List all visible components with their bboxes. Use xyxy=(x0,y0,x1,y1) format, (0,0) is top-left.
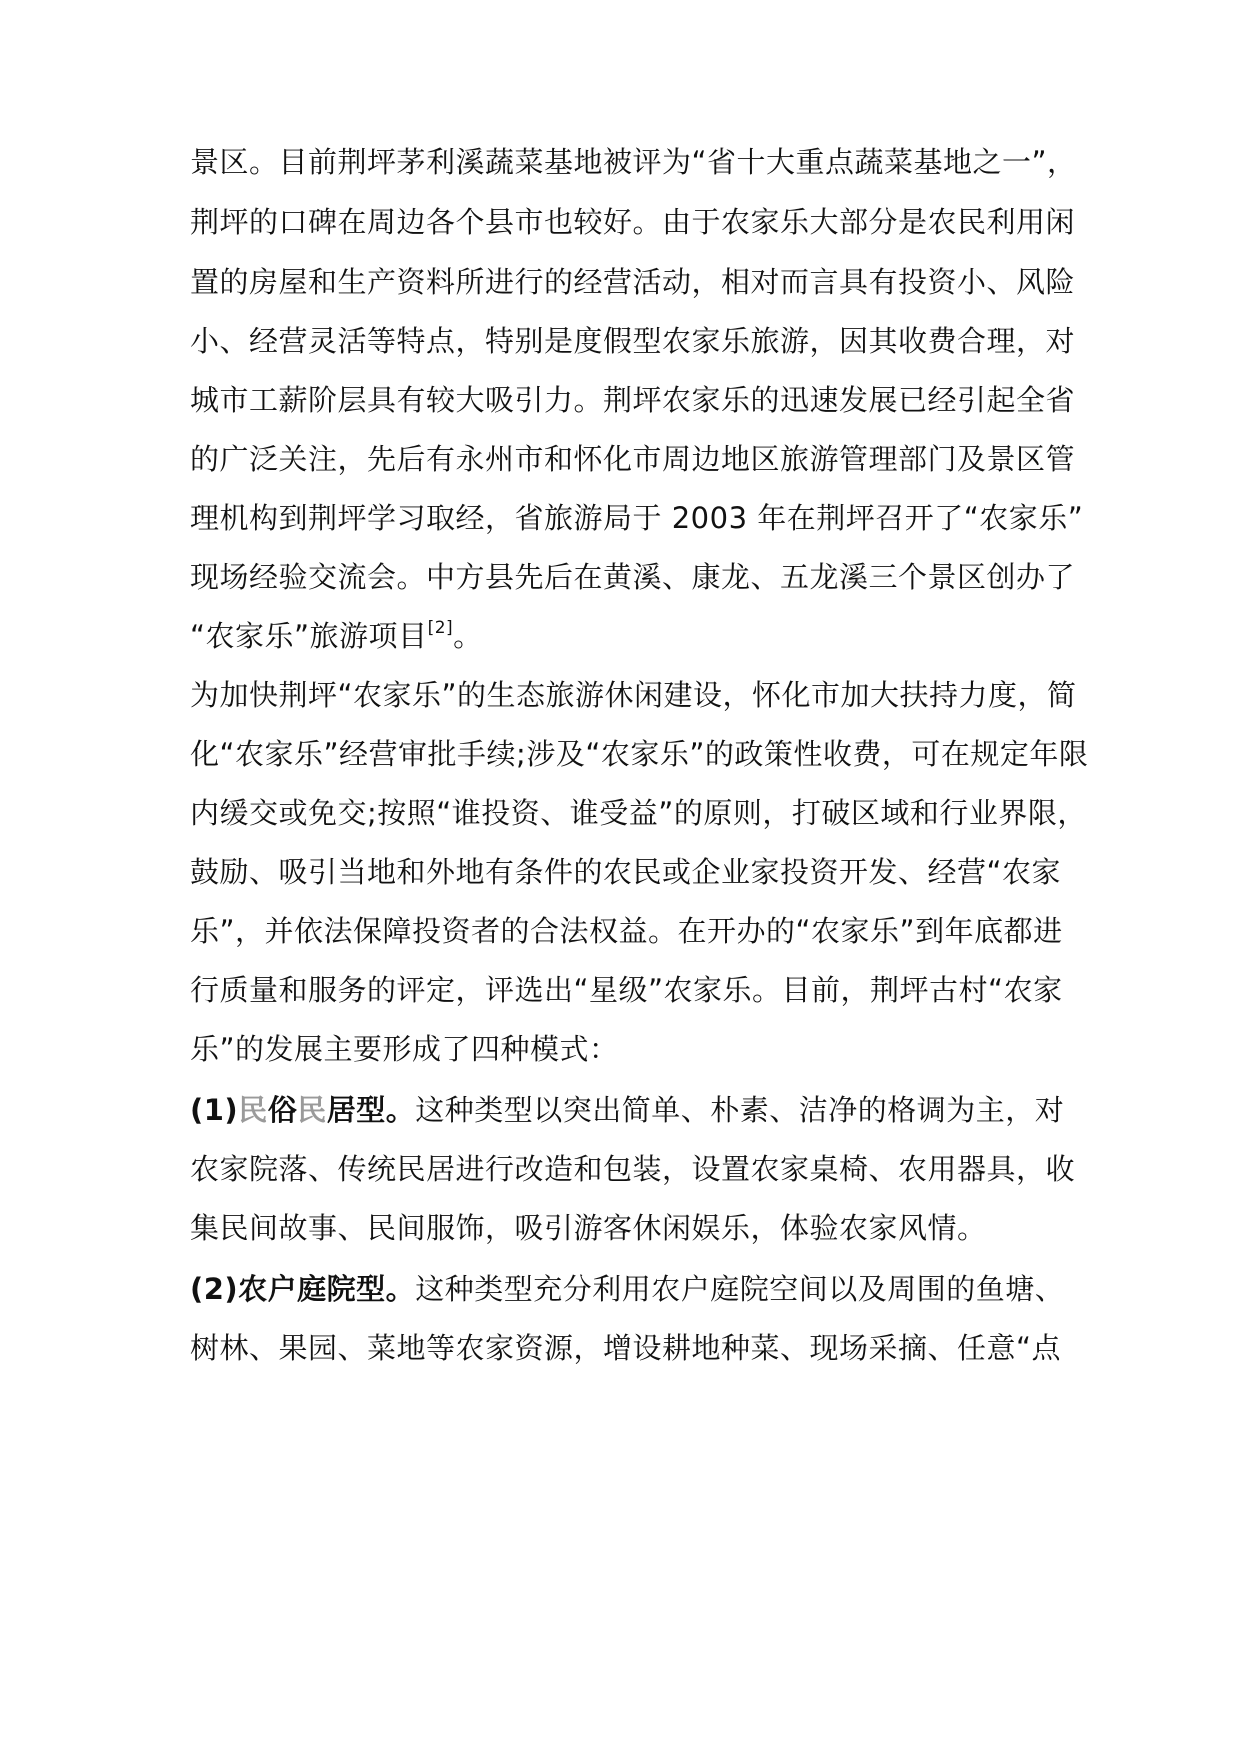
text-line: 内缓交或免交;按照“谁投资、谁受益”的原则，打破区域和行业界限， xyxy=(190,796,1087,830)
text-line: 树林、果园、菜地等农家资源，增设耕地种菜、现场采摘、任意“点 xyxy=(190,1331,1062,1365)
text-line: 景区。目前荆坪茅利溪蔬菜基地被评为“省十大重点蔬菜基地之一”， xyxy=(190,145,1077,179)
text-line: 行质量和服务的评定，评选出“星级”农家乐。目前，荆坪古村“农家 xyxy=(190,973,1063,1007)
text-line-content: 这种类型以突出简单、朴素、洁净的格调为主，对 xyxy=(415,1093,1065,1127)
text-line: 乐”的发展主要形成了四种模式： xyxy=(190,1032,619,1066)
text-line xyxy=(190,606,1070,666)
citation-reference: [2] xyxy=(427,618,454,639)
section-heading-2: (2)农户庭院型。 xyxy=(190,1272,416,1306)
text-line: 为加快荆坪“农家乐”的生态旅游休闲建设，怀化市加大扶持力度，简 xyxy=(190,678,1077,712)
heading-number: (1) xyxy=(190,1093,239,1127)
text-line: 荆坪的口碑在周边各个县市也较好。由于农家乐大部分是农民利用闲 xyxy=(190,205,1076,239)
text-line: 鼓励、吸引当地和外地有条件的农民或企业家投资开发、经营“农家 xyxy=(190,855,1062,889)
heading-char: 民 xyxy=(238,1093,268,1127)
text-line: 化“农家乐”经营审批手续;涉及“农家乐”的政策性收费，可在规定年限 xyxy=(190,737,1089,771)
text-line: 理机构到荆坪学习取经，省旅游局于 2003 年在荆坪召开了“农家乐” xyxy=(190,501,1084,535)
text-line-content: 这种类型充分利用农户庭院空间以及周围的鱼塘、 xyxy=(415,1272,1065,1306)
heading-char: 俗 xyxy=(267,1093,298,1127)
text-line xyxy=(190,1080,1070,1140)
text-line-end: 。 xyxy=(453,619,483,653)
text-line: 置的房屋和生产资料所进行的经营活动，相对而言具有投资小、风险 xyxy=(190,265,1076,299)
text-line: 现场经验交流会。中方县先后在黄溪、康龙、五龙溪三个景区创办了 xyxy=(190,560,1076,594)
text-line: 集民间故事、民间服饰，吸引游客休闲娱乐，体验农家风情。 xyxy=(190,1211,987,1245)
text-line-content: “农家乐”旅游项目 xyxy=(190,619,428,653)
text-line: 乐”，并依法保障投资者的合法权益。在开办的“农家乐”到年底都进 xyxy=(190,914,1063,948)
text-line: 城市工薪阶层具有较大吸引力。荆坪农家乐的迅速发展已经引起全省 xyxy=(190,383,1076,417)
text-line: 的广泛关注，先后有永州市和怀化市周边地区旅游管理部门及景区管 xyxy=(190,442,1076,476)
section-heading-1 xyxy=(190,1093,415,1127)
text-line xyxy=(190,1259,1070,1319)
text-line: 小、经营灵活等特点，特别是度假型农家乐旅游，因其收费合理，对 xyxy=(190,324,1076,358)
heading-char: 居型。 xyxy=(326,1093,416,1127)
text-line: 农家院落、传统民居进行改造和包装，设置农家桌椅、农用器具，收 xyxy=(190,1152,1076,1186)
heading-char: 民 xyxy=(297,1093,327,1127)
